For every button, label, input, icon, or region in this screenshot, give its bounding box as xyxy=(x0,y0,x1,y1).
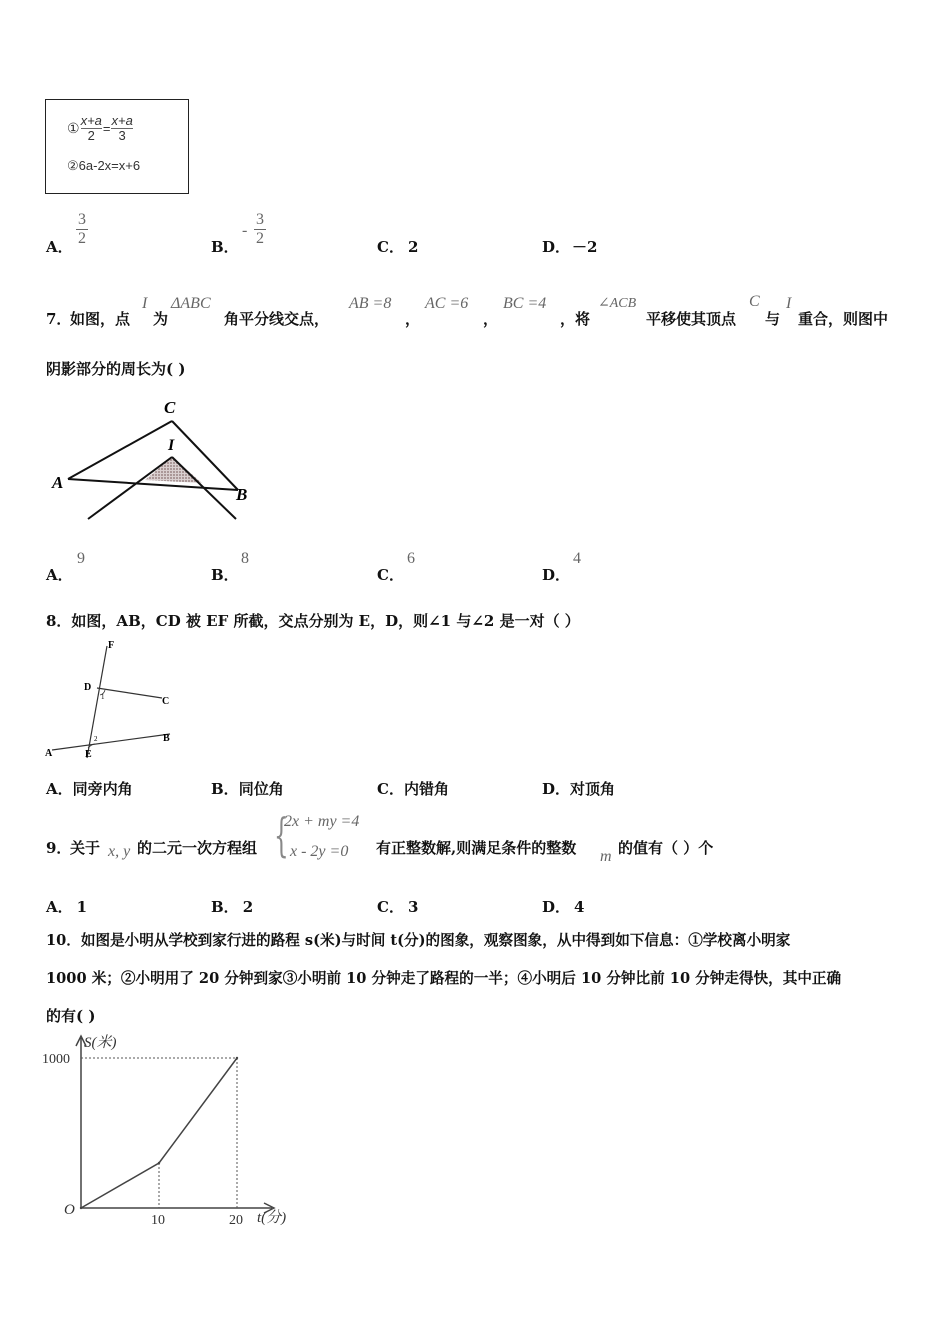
q7-angle-acb: ∠ACB xyxy=(598,296,637,311)
q9-text-2: 的二元一次方程组 xyxy=(137,839,258,857)
q7-option-a-value: 9 xyxy=(77,550,85,567)
data-point xyxy=(236,1057,238,1059)
q9-text-4: 的值有（ ）个 xyxy=(618,839,714,857)
q9-option-c[interactable] xyxy=(377,896,418,917)
q9-option-a[interactable] xyxy=(46,896,87,917)
label-c: C xyxy=(164,398,176,417)
series-line xyxy=(81,1058,237,1208)
eq1-left-num: x+a xyxy=(80,113,102,128)
q7-option-b-value: 8 xyxy=(241,550,249,567)
label-f: F xyxy=(108,640,115,651)
option-letter: B． xyxy=(211,780,239,798)
equation-1 xyxy=(67,114,133,144)
q6-option-b-fraction xyxy=(254,211,266,247)
q7-text-1: 如图，点 xyxy=(70,310,131,328)
q9-option-d[interactable] xyxy=(542,896,584,917)
q10-line-2: 1000 米；②小明用了 20 分钟到家③小明前 10 分钟走了路程的一半；④小明后 10 分钟比前 10 分钟走得快，其中正确 xyxy=(46,970,842,987)
q9-line xyxy=(46,810,746,870)
equation-2: ②6a-2x=x+6 xyxy=(67,158,141,173)
option-value: 2 xyxy=(242,898,254,916)
eq1-right-fraction xyxy=(111,114,132,144)
data-point xyxy=(158,1162,160,1164)
q6-option-d[interactable] xyxy=(542,236,597,257)
q7-text-4: ，将 xyxy=(560,310,591,328)
eq1-left-den: 2 xyxy=(87,128,95,144)
q7-text-2: 为 xyxy=(153,310,169,328)
y-tick-label-1000: 1000 xyxy=(42,1052,70,1067)
label-c: C xyxy=(162,696,170,707)
option-letter: B． xyxy=(211,566,239,584)
equals-sign: = xyxy=(102,121,111,137)
q7-option-c[interactable] xyxy=(377,564,404,585)
q7-line-2: 阴影部分的周长为( ) xyxy=(46,360,186,378)
option-value: －2 xyxy=(572,238,598,256)
option-letter: A． xyxy=(46,238,73,256)
q9-text-3: 有正整数解,则满足条件的整数 xyxy=(376,839,577,857)
option-letter: D． xyxy=(542,898,571,916)
q6-option-b[interactable] xyxy=(211,236,239,257)
frac-den: 2 xyxy=(256,229,264,247)
q7-comma-1: ， xyxy=(405,310,421,328)
distance-time-chart xyxy=(40,1030,320,1235)
option-value: 对顶角 xyxy=(570,780,616,798)
q9-option-b[interactable] xyxy=(211,896,253,917)
option-letter: D． xyxy=(542,566,571,584)
q7-option-a[interactable] xyxy=(46,564,73,585)
q7-triangle-abc: ΔABC xyxy=(171,295,211,312)
option-value: 1 xyxy=(76,898,88,916)
q6-option-c[interactable] xyxy=(377,236,418,257)
q7-text-6: 与 xyxy=(765,310,781,328)
label-e: E xyxy=(85,749,92,760)
x-axis-label: t(分) xyxy=(257,1210,287,1226)
x-tick-label-20: 20 xyxy=(229,1213,243,1228)
q7-option-d[interactable] xyxy=(542,564,570,585)
eq1-right-den: 3 xyxy=(118,128,126,144)
option-letter: C． xyxy=(377,898,404,916)
q10-line-1: 10．如图是小明从学校到家行进的路程 s(米)与时间 t(分)的图象，观察图象，从中得到如下信息：①学校离小明家 xyxy=(46,932,791,949)
frac-den: 2 xyxy=(78,229,86,247)
option-letter: A． xyxy=(46,780,73,798)
option-value: 同位角 xyxy=(238,780,284,798)
q8-option-d[interactable] xyxy=(542,778,615,799)
label-b: B xyxy=(163,733,170,744)
q7-bc-value: BC =4 xyxy=(503,295,547,312)
line-translated-right xyxy=(172,457,236,519)
q7-text-7: 重合，则图中 xyxy=(798,310,889,328)
q7-point-i-2: I xyxy=(786,295,792,312)
label-a: A xyxy=(52,473,64,492)
q7-vertex-c: C xyxy=(749,293,760,310)
option-value: 同旁内角 xyxy=(72,780,133,798)
q7-ab-value: AB =8 xyxy=(349,295,392,312)
q8-option-b[interactable] xyxy=(211,778,284,799)
option-letter: D． xyxy=(542,238,571,256)
option-value: 3 xyxy=(407,898,419,916)
label-d: D xyxy=(84,682,92,693)
option-letter: C． xyxy=(377,238,404,256)
q8-text: 8．如图，AB，CD 被 EF 所截，交点分别为 E，D，则∠1 与∠2 是一对（ ） xyxy=(46,612,580,630)
label-i: I xyxy=(168,437,175,454)
option-letter: D． xyxy=(542,780,571,798)
q9-number: 9． xyxy=(46,839,72,857)
option-letter: C． xyxy=(377,566,404,584)
option-value: 4 xyxy=(574,898,585,916)
system-brace: { xyxy=(274,808,289,862)
circle-1-mark: ① xyxy=(67,120,80,137)
option-letter: A． xyxy=(46,898,73,916)
q7-line-1 xyxy=(46,293,906,333)
line-ab xyxy=(52,734,170,750)
system-eq-1: 2x + my =4 xyxy=(284,813,360,830)
q6-option-a-fraction xyxy=(76,211,88,247)
line-translated-left xyxy=(88,457,172,519)
q6-option-a[interactable] xyxy=(46,236,73,257)
q8-option-c[interactable] xyxy=(377,778,449,799)
q7-point-i: I xyxy=(142,295,148,312)
q7-text-3: 角平分线交点， xyxy=(224,310,330,328)
frac-num: 3 xyxy=(78,211,86,228)
eq1-right-num: x+a xyxy=(111,113,133,128)
q6-option-b-sign: - xyxy=(242,222,248,239)
q7-text-5: 平移使其顶点 xyxy=(646,310,737,328)
line-dc xyxy=(97,688,162,698)
label-b: B xyxy=(236,485,248,504)
q10-line-3: 的有( ) xyxy=(46,1007,96,1025)
q8-option-a[interactable] xyxy=(46,778,133,799)
q7-comma-2: ， xyxy=(483,310,499,328)
equation-box xyxy=(45,99,189,194)
option-letter: B． xyxy=(211,898,239,916)
q9-text-1: 关于 xyxy=(70,839,101,857)
label-a: A xyxy=(45,748,53,759)
line-ab xyxy=(68,479,238,490)
option-letter: A． xyxy=(46,566,73,584)
q7-ac-value: AC =6 xyxy=(425,295,469,312)
x-tick-label-10: 10 xyxy=(151,1213,165,1228)
y-axis-label: S(米) xyxy=(84,1035,117,1051)
origin-label: O xyxy=(64,1202,75,1218)
q9-variable-m: m xyxy=(600,848,612,865)
data-point xyxy=(80,1207,82,1209)
option-value: 内错角 xyxy=(403,780,449,798)
q7-number: 7． xyxy=(46,310,72,328)
q7-triangle-figure xyxy=(50,393,248,528)
q7-option-b[interactable] xyxy=(211,564,239,585)
option-value: 2 xyxy=(407,238,419,256)
q7-option-d-value: 4 xyxy=(573,550,581,567)
frac-num: 3 xyxy=(256,211,264,228)
label-angle-1: 1 xyxy=(101,693,105,701)
option-letter: C． xyxy=(377,780,404,798)
label-angle-2: 2 xyxy=(94,735,98,743)
option-letter: B． xyxy=(211,238,239,256)
q9-variables: x, y xyxy=(108,843,131,860)
eq1-left-fraction xyxy=(81,114,102,144)
q8-transversal-figure xyxy=(42,638,182,763)
q7-option-c-value: 6 xyxy=(407,550,415,567)
system-eq-2: x - 2y =0 xyxy=(290,843,349,860)
